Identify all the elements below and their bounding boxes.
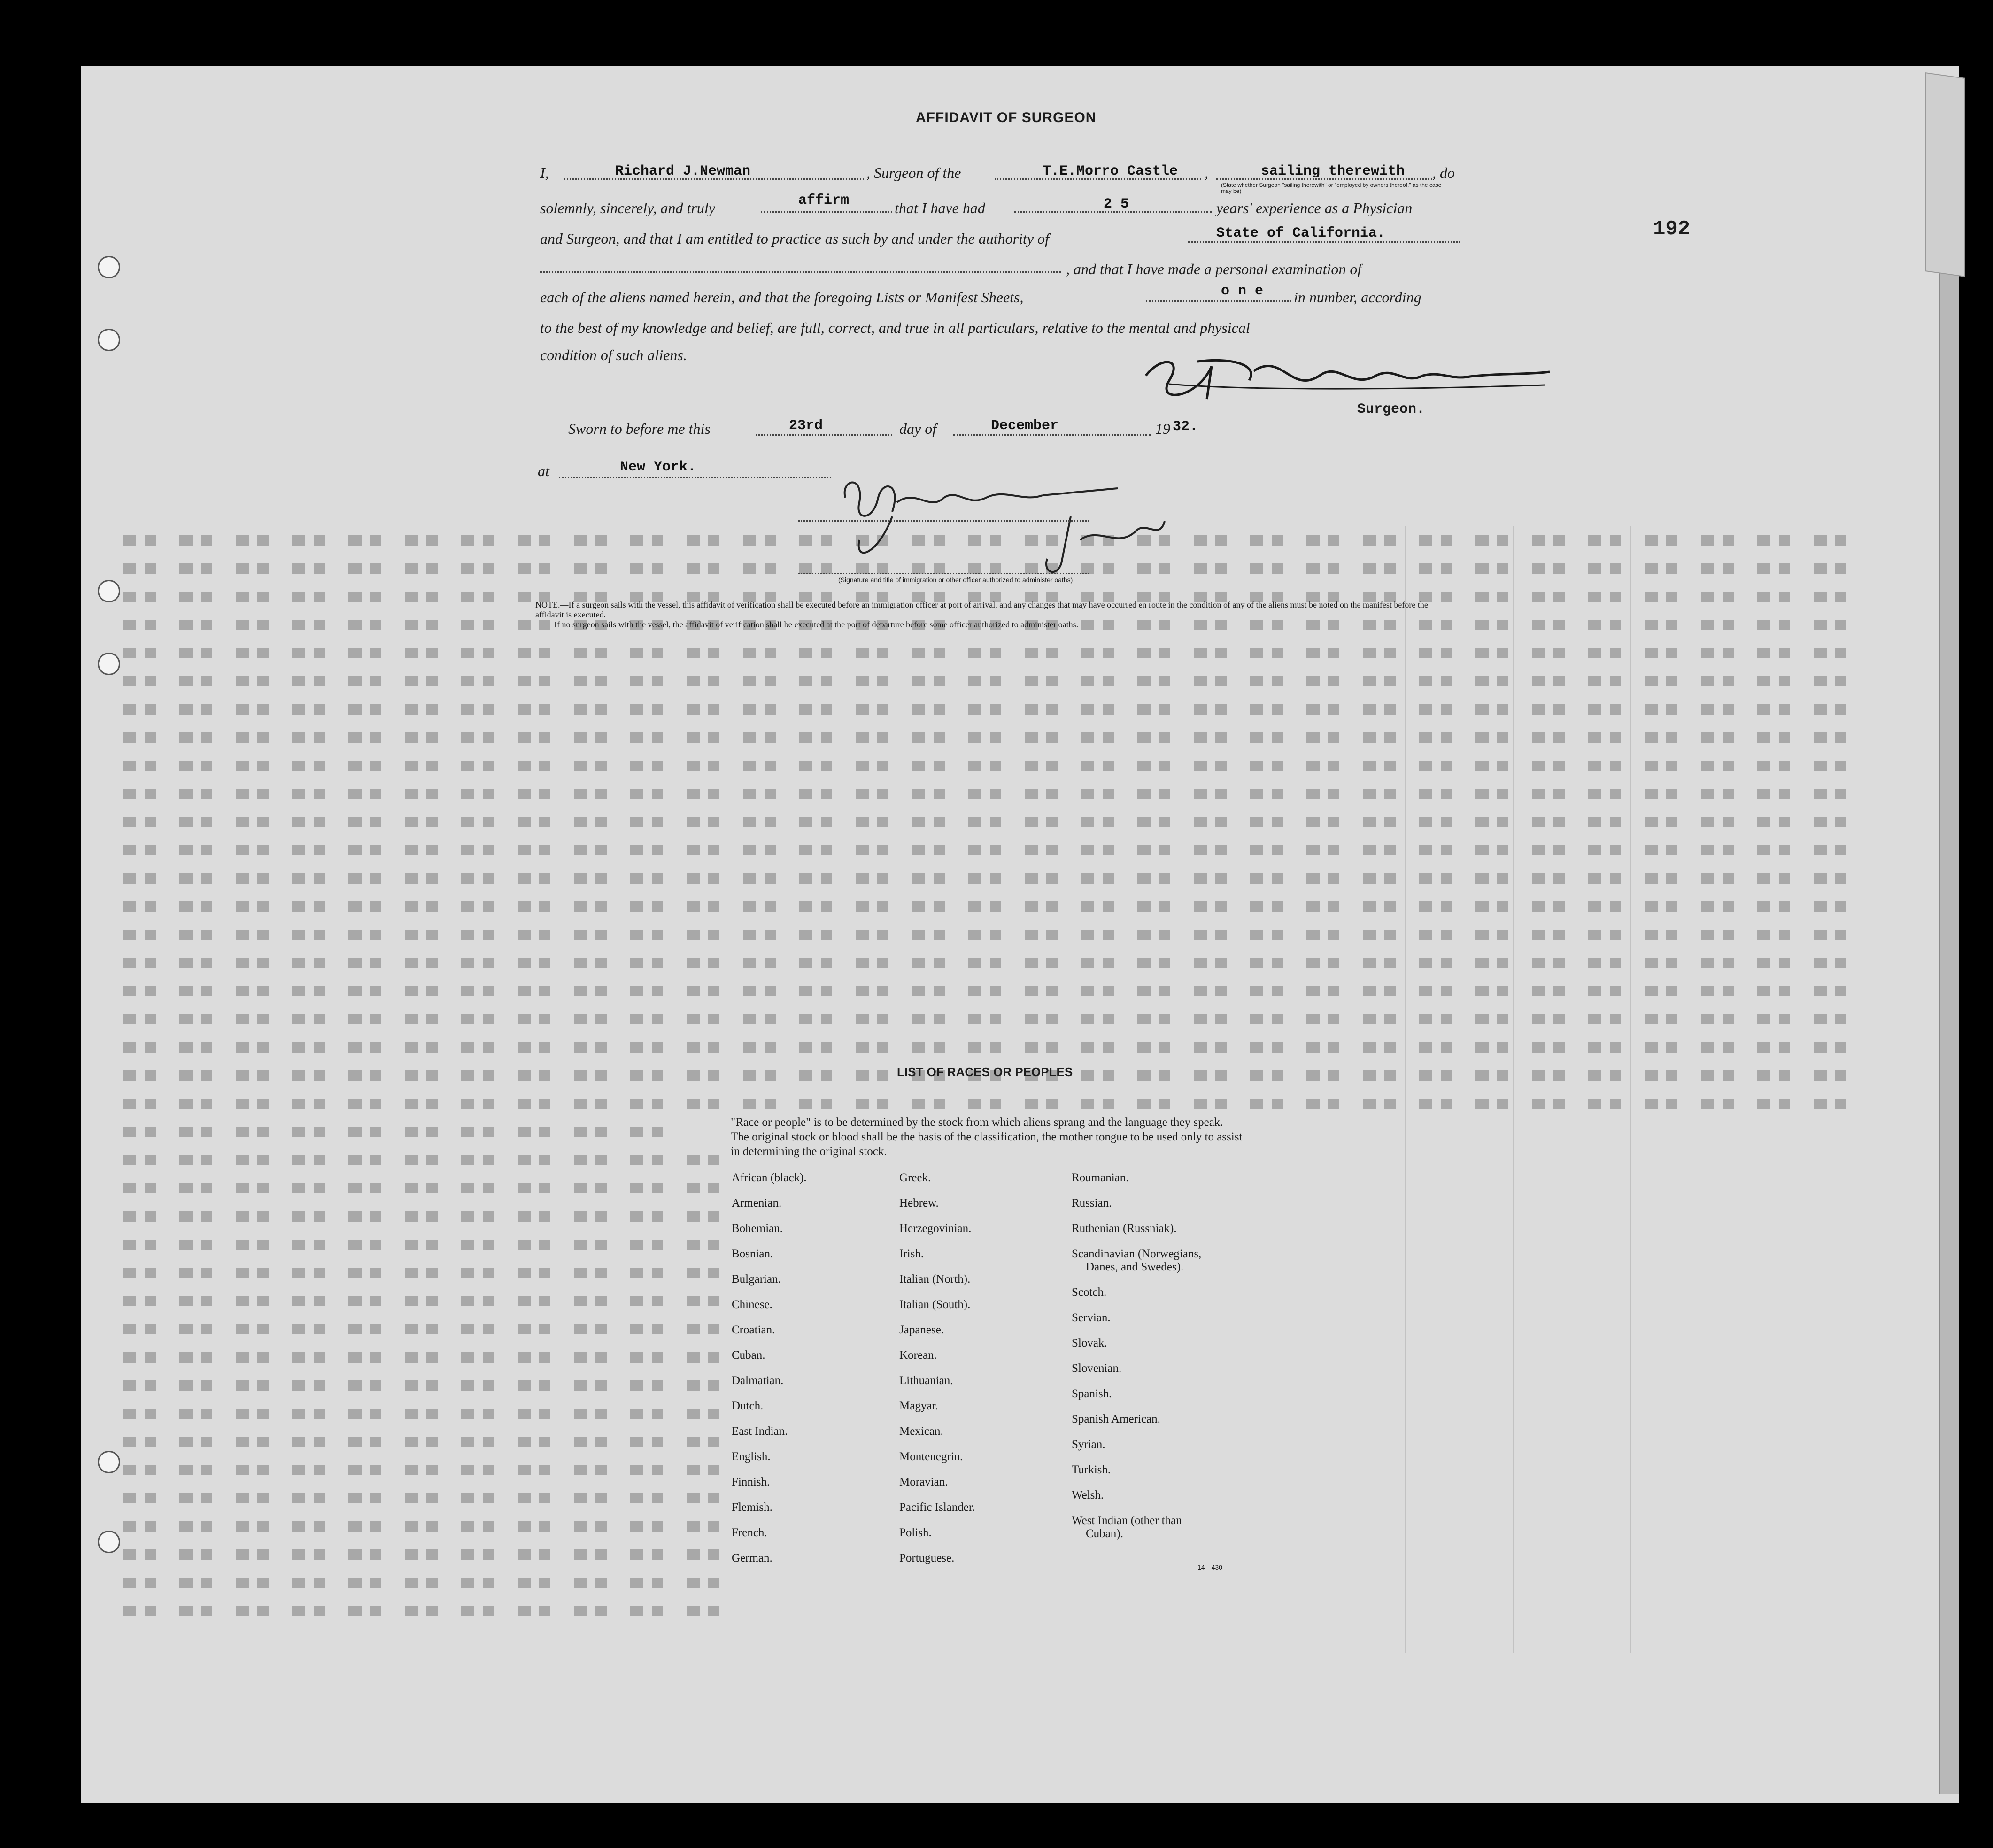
race-item: Russian. xyxy=(1072,1197,1112,1209)
page-tab xyxy=(1925,72,1965,277)
races-column-2 xyxy=(899,1171,975,1577)
affidavit-title: AFFIDAVIT OF SURGEON xyxy=(916,110,1097,125)
race-item: Cuban). xyxy=(1086,1527,1123,1540)
race-item: Irish. xyxy=(899,1247,924,1260)
race-item: Turkish. xyxy=(1072,1463,1111,1476)
races-intro: "Race or people" is to be determined by the stock from which aliens sprang and the language they speak. The original stock or blood shall be the basis of the classification, the mother tongue to be used only to assist in determining the original stock. xyxy=(731,1116,1243,1158)
race-item: East Indian. xyxy=(732,1425,788,1438)
race-item: Cuban. xyxy=(732,1349,765,1362)
race-item: Lithuanian. xyxy=(899,1374,953,1387)
binder-hole xyxy=(98,1451,120,1473)
race-item: Flemish. xyxy=(732,1501,772,1514)
race-item: Italian (South). xyxy=(899,1298,971,1311)
race-item: Bosnian. xyxy=(732,1247,773,1260)
sworn-place: New York. xyxy=(620,459,696,475)
race-item: Scotch. xyxy=(1072,1286,1107,1299)
race-item: Danes, and Swedes). xyxy=(1086,1261,1184,1273)
race-item: Chinese. xyxy=(732,1298,772,1311)
race-item: Hebrew. xyxy=(899,1197,939,1209)
race-item: West Indian (other than xyxy=(1072,1514,1182,1527)
sailing-note: (State whether Surgeon "sailing therewith" or "employed by owners thereof," as the case may be) xyxy=(1221,182,1442,194)
race-item: Armenian. xyxy=(732,1197,782,1209)
race-item: African (black). xyxy=(732,1171,807,1184)
race-item: German. xyxy=(732,1552,772,1564)
race-item: Magyar. xyxy=(899,1400,938,1412)
page-number: 192 xyxy=(1653,217,1691,241)
race-item: Greek. xyxy=(899,1171,931,1184)
binder-hole xyxy=(98,1531,120,1553)
race-item: Japanese. xyxy=(899,1324,944,1336)
race-item: Spanish. xyxy=(1072,1387,1112,1400)
race-item: Pacific Islander. xyxy=(899,1501,975,1514)
races-column-3 xyxy=(1072,1171,1201,1553)
race-item: Spanish American. xyxy=(1072,1413,1160,1425)
paper-edge xyxy=(1939,85,1959,1794)
binder-hole xyxy=(98,329,120,351)
race-item: Mexican. xyxy=(899,1425,943,1438)
sworn-year: 32. xyxy=(1173,419,1198,435)
race-item: Servian. xyxy=(1072,1311,1111,1324)
binder-hole xyxy=(98,256,120,278)
sheet-count: o n e xyxy=(1221,283,1264,299)
sworn-month: December xyxy=(991,418,1059,434)
binder-hole xyxy=(98,580,120,602)
race-item: Syrian. xyxy=(1072,1438,1105,1451)
races-column-1 xyxy=(732,1171,807,1577)
surgeon-label: Surgeon. xyxy=(1357,401,1425,417)
race-item: French. xyxy=(732,1526,767,1539)
race-item: Polish. xyxy=(899,1526,932,1539)
oath-type: affirm xyxy=(798,192,850,208)
race-item: Korean. xyxy=(899,1349,937,1362)
race-item: Slovenian. xyxy=(1072,1362,1122,1375)
race-item: Herzegovinian. xyxy=(899,1222,972,1235)
officer-signature xyxy=(836,470,1193,587)
race-item: Portuguese. xyxy=(899,1552,955,1564)
race-item: Welsh. xyxy=(1072,1489,1104,1502)
affidavit-note: NOTE.—If a surgeon sails with the vessel, this affidavit of verification shall be executed before an immigration officer at port of arrival, and any changes that may have occurred en route in the condition of any of the aliens must be noted on the manifest before the affidavit is executed. If no surgeon sails with the vessel, the affidavit of verification shall be executed at the port of departure before some officer authorized to administer oaths. xyxy=(535,600,1428,629)
surgeon-signature xyxy=(1141,347,1554,408)
race-item: Slovak. xyxy=(1072,1337,1107,1349)
race-item: English. xyxy=(732,1450,771,1463)
vessel-name: T.E.Morro Castle xyxy=(1043,163,1178,179)
race-item: Italian (North). xyxy=(899,1273,971,1286)
race-item: Ruthenian (Russniak). xyxy=(1072,1222,1177,1235)
race-item: Roumanian. xyxy=(1072,1171,1129,1184)
race-item: Bohemian. xyxy=(732,1222,783,1235)
affidavit-line-1: I, xyxy=(540,164,549,181)
race-item: Croatian. xyxy=(732,1324,775,1336)
officer-caption: (Signature and title of immigration or other officer authorized to administer oaths) xyxy=(838,576,1073,584)
binder-hole xyxy=(98,653,120,675)
race-item: Moravian. xyxy=(899,1476,948,1488)
race-item: Dutch. xyxy=(732,1400,764,1412)
years-experience: 2 5 xyxy=(1104,196,1129,212)
authority: State of California. xyxy=(1216,225,1386,241)
sailing-status: sailing therewith xyxy=(1261,163,1405,179)
race-item: Dalmatian. xyxy=(732,1374,784,1387)
race-item: Scandinavian (Norwegians, xyxy=(1072,1247,1202,1260)
surgeon-name: Richard J.Newman xyxy=(615,163,751,179)
race-item: Bulgarian. xyxy=(732,1273,781,1286)
race-item: Finnish. xyxy=(732,1476,770,1488)
races-title: LIST OF RACES OR PEOPLES xyxy=(897,1065,1073,1079)
sworn-day: 23rd xyxy=(789,418,823,434)
form-code: 14—430 xyxy=(1197,1563,1222,1571)
race-item: Montenegrin. xyxy=(899,1450,963,1463)
